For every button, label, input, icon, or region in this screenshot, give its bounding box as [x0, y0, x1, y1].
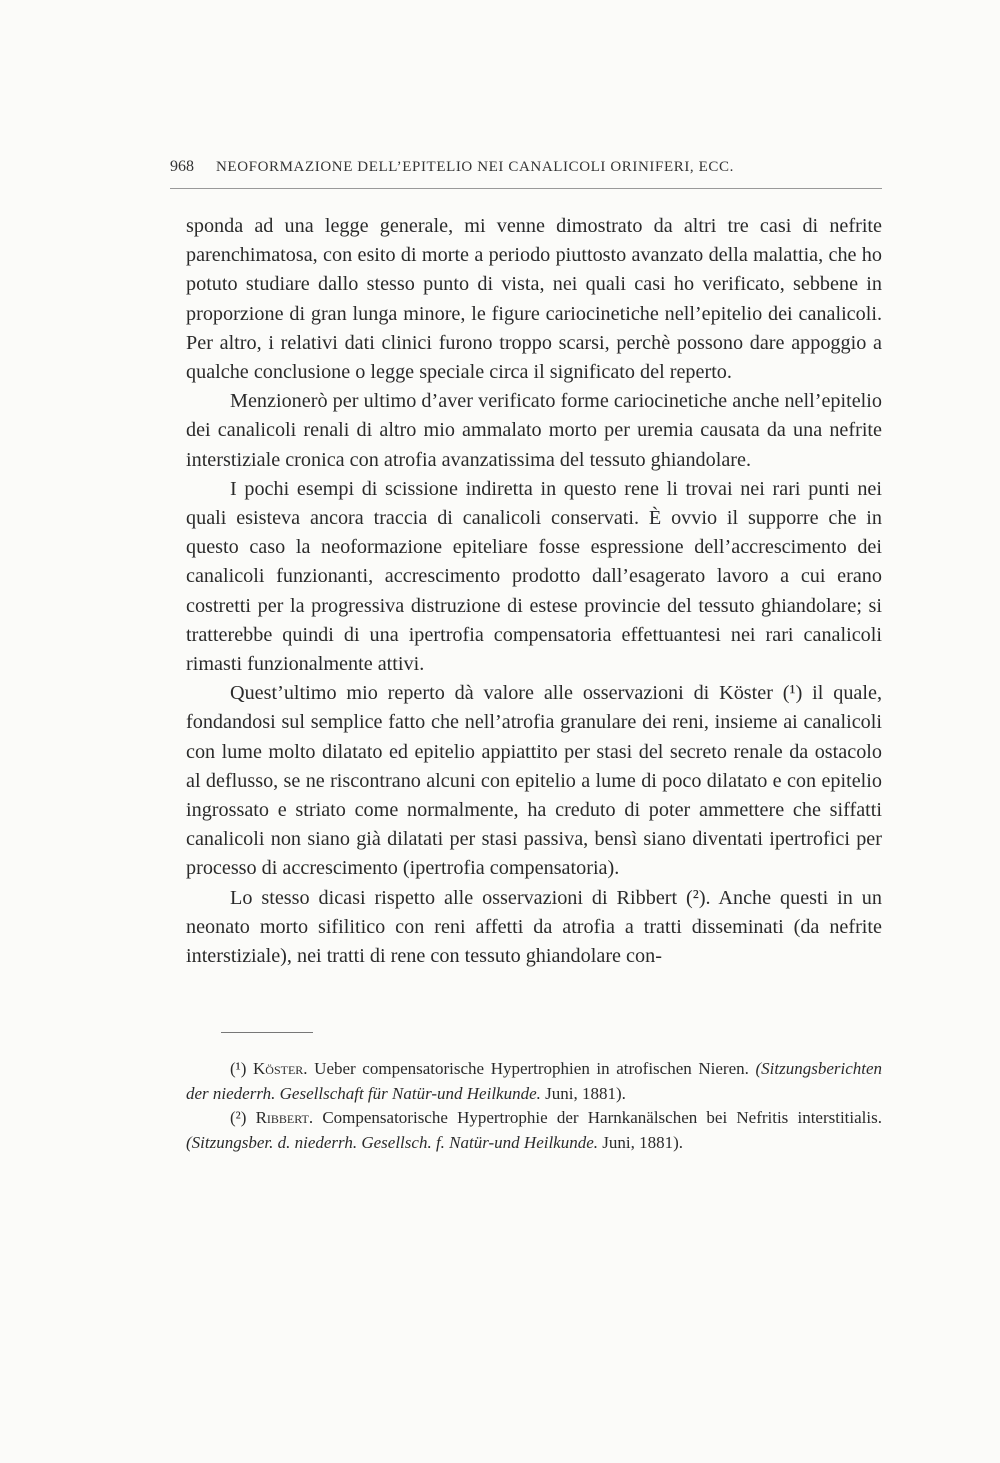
footnote-title: Ueber compensatorische Hypertrophien in atrofischen Nieren.: [314, 1059, 749, 1079]
footnote-title: Compensatorische Hypertrophie der Harnkanälschen bei Nefritis interstitialis.: [322, 1108, 882, 1128]
footnote-marker: (¹): [230, 1059, 247, 1079]
footnote-marker: (²): [230, 1108, 247, 1128]
paragraph: sponda ad una legge generale, mi venne dimostrato da altri tre casi di nefrite parenchimatosa, con esito di morte a periodo piuttosto avanzato della malattia, che ho potuto studiare dallo stesso punto di vista, nei quali casi ho verificato, sebbene in proporzione di gran lunga minore, le figure cariocinetiche nell’epitelio dei canalicoli. Per altro, i relativi dati clinici furono troppo scarsi, perchè possono dare appoggio a qualche conclusione o legge speciale circa il significato del reperto.: [186, 215, 882, 384]
page: [170, 158, 883, 1155]
paragraph: Lo stesso dicasi rispetto alle osservazioni di Ribbert (²). Anche questi in un neonato morto sifilitico con reni affetti da atrofia a tratti disseminati (da nefrite interstiziale), nei tratti di rene con tessuto ghiandolare con-: [186, 886, 882, 968]
footnote-author: Ribbert.: [255, 1108, 314, 1128]
header-rule: [170, 188, 882, 189]
paragraph: I pochi esempi di scissione indiretta in questo rene li trovai nei rari punti nei quali esisteva ancora traccia di canalicoli conservati. È ovvio il supporre che in questo caso la neoformazione epiteliare fosse espressione dell’accrescimento dei canalicoli funzionanti, accrescimento prodotto dall’esagerato lavoro a cui erano costretti per la progressiva distruzione di estese provincie del tessuto ghiandolare; si tratterebbe quindi di una ipertrofia compensatoria effettuantesi nei rari canalicoli rimasti funzionalmente attivi.: [186, 477, 882, 676]
footnote-date: Juni, 1881).: [602, 1132, 684, 1152]
footnote-author: Köster.: [253, 1059, 308, 1079]
footnote: [186, 1057, 882, 1106]
paragraph: Quest’ultimo mio reperto dà valore alle osservazioni di Köster (¹) il quale, fondandosi sul semplice fatto che nell’atrofia granulare dei reni, insieme ai canalicoli con lume molto dilatato ed epitelio appiattito per stasi del secreto renale da ostacolo al deflusso, se ne riscontrano alcuni con epitelio a lume di poco dilatato e con epitelio ingrossato e striato come normalmente, ha creduto di poter ammettere che siffatti canalicoli non siano già dilatati per stasi passiva, bensì siano diventati ipertrofici per processo di accrescimento (ipertrofia compensatoria).: [186, 682, 882, 880]
footnotes: [186, 1057, 882, 1155]
body-text: [186, 212, 882, 971]
footnote: [186, 1106, 882, 1155]
footnote-source: (Sitzungsber. d. niederrh. Gesellsch. f. Natür-und Heilkunde.: [186, 1132, 599, 1152]
footnote-rule: [221, 1032, 313, 1033]
paragraph: Menzionerò per ultimo d’aver verificato forme cariocinetiche anche nell’epitelio dei canalicoli renali di altro mio ammalato morto per uremia causata da una nefrite interstiziale cronica con atrofia avanzatissima del tessuto ghiandolare.: [186, 390, 882, 471]
running-title: NEOFORMAZIONE DELL’EPITELIO NEI CANALICOLI ORINIFERI, ECC.: [216, 159, 734, 175]
footnote-date: Juni, 1881).: [545, 1083, 626, 1103]
footnote-source: (Sitzungsberichten der niederrh. Gesellschaft für Natür-und Heilkunde.: [186, 1059, 883, 1103]
running-header: [170, 158, 882, 176]
page-number: 968: [170, 158, 194, 175]
